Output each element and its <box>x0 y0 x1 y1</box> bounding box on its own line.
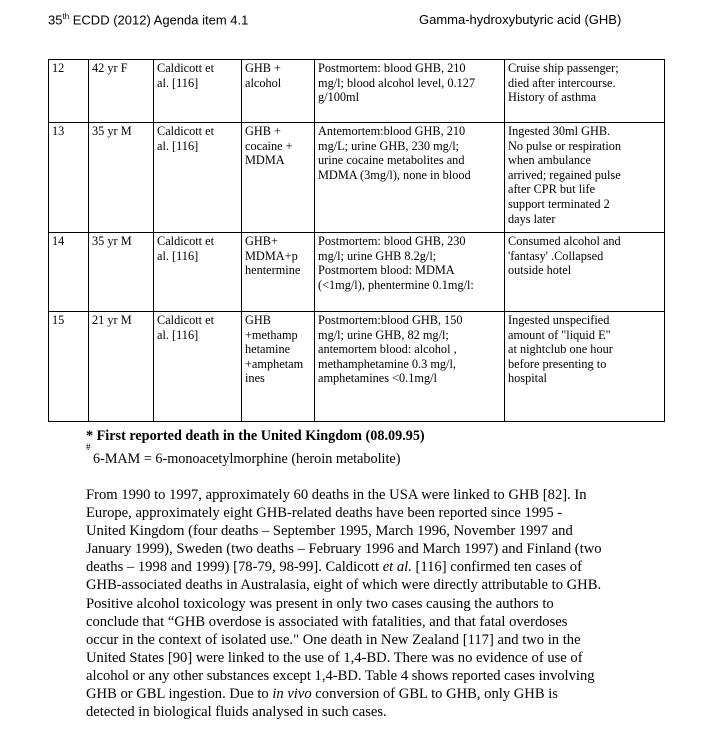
paragraph-line: Europe, approximately eight GHB-related deaths have been reported since 1995 - <box>86 505 563 522</box>
case-findings-line: urine cocaine metabolites and <box>318 153 465 168</box>
case-findings <box>315 233 505 312</box>
header-agenda-ordinal: th <box>62 12 70 21</box>
case-notes-line: outside hotel <box>508 263 572 278</box>
case-reference <box>154 123 242 233</box>
case-reference-line: Caldicott et <box>157 61 215 75</box>
case-number-line: 13 <box>52 124 65 138</box>
case-substances-line: +amphetam <box>245 356 304 371</box>
paragraph-line: United States [90] were linked to the use of 1,4-BD. There was no evidence of use of <box>86 649 583 666</box>
paragraph-line: January 1999), Sweden (two deaths – February 1996 and March 1997) and Finland (two <box>86 541 602 558</box>
case-age-sex-line: 35 yr M <box>92 234 132 248</box>
case-findings-line: (<1mg/l), phentermine 0.1mg/l: <box>318 277 474 292</box>
case-notes <box>505 123 665 233</box>
case-age-sex-line: 21 yr M <box>92 313 132 327</box>
table-row <box>49 123 665 233</box>
case-findings <box>315 312 505 422</box>
case-reference-line: Caldicott et <box>157 313 215 327</box>
case-notes <box>505 312 665 422</box>
case-notes-line: amount of "liquid E" <box>508 327 611 342</box>
case-table <box>48 59 665 422</box>
case-reference-line: al. [116] <box>157 248 199 263</box>
case-findings-line: mg/L; urine GHB, 230 mg/l; <box>318 138 460 153</box>
case-substances-line: ines <box>245 371 265 386</box>
case-substances-line: GHB+ <box>245 234 278 248</box>
case-notes-line: after CPR but life <box>508 182 596 197</box>
table-row <box>49 312 665 422</box>
footnote-hash-symbol: # <box>86 442 91 452</box>
case-substances-line: MDMA+p <box>245 248 298 263</box>
case-number <box>49 123 89 233</box>
case-findings-line: antemortem blood: alcohol , <box>318 342 457 357</box>
paragraph-line: deaths – 1998 and 1999) [78-79, 98-99]. Caldicott et al. [116] confirmed ten cases of <box>86 559 582 576</box>
case-age-sex-line: 35 yr M <box>92 124 132 138</box>
case-age-sex <box>89 60 154 123</box>
case-substances-line: alcohol <box>245 75 282 90</box>
case-age-sex <box>89 233 154 312</box>
case-notes-line: support terminated 2 <box>508 196 610 211</box>
case-notes-line: days later <box>508 211 556 226</box>
case-substances-line: hentermine <box>245 263 301 278</box>
case-notes-line: Cruise ship passenger; <box>508 61 619 75</box>
case-substances-line: hetamine <box>245 342 291 357</box>
case-findings-line: mg/l; urine GHB, 82 mg/l; <box>318 327 449 342</box>
case-findings-line: Postmortem: blood GHB, 230 <box>318 234 466 248</box>
case-reference <box>154 312 242 422</box>
case-reference-line: Caldicott et <box>157 124 215 138</box>
case-number <box>49 233 89 312</box>
case-notes <box>505 233 665 312</box>
header-agenda-text: ECDD (2012) Agenda item 4.1 <box>69 12 249 28</box>
case-substances <box>242 233 315 312</box>
paragraph-line: detected in biological fluids analysed in such cases. <box>86 704 387 721</box>
paragraph-line: occur in the context of isolated use." One death in New Zealand [117] and two in the <box>86 631 581 648</box>
case-findings-line: amphetamines <0.1mg/l <box>318 371 437 386</box>
case-number-line: 14 <box>52 234 65 248</box>
case-reference-line: al. [116] <box>157 138 199 153</box>
case-table-body <box>49 60 665 422</box>
table-row <box>49 233 665 312</box>
case-findings-line: g/100ml <box>318 90 359 105</box>
case-findings <box>315 60 505 123</box>
case-notes-line: Ingested unspecified <box>508 313 610 327</box>
case-findings-line: mg/l; urine GHB 8.2g/l; <box>318 248 437 263</box>
case-substances <box>242 60 315 123</box>
case-findings <box>315 123 505 233</box>
case-findings-line: Antemortem:blood GHB, 210 <box>318 124 466 138</box>
case-notes-line: arrived; regained pulse <box>508 167 621 182</box>
italic-run: in vivo <box>272 686 312 703</box>
case-findings-line: methamphetamine 0.3 mg/l, <box>318 356 456 371</box>
case-findings-line: Postmortem:blood GHB, 150 <box>318 313 463 327</box>
case-notes-line: at nightclub one hour <box>508 342 613 357</box>
footnote-hash-text: 6-MAM = 6-monoacetylmorphine (heroin metabolite) <box>93 451 401 467</box>
case-substances-line: GHB <box>245 313 271 327</box>
case-substances <box>242 123 315 233</box>
case-number-line: 12 <box>52 61 65 75</box>
case-substances-line: GHB + <box>245 124 281 138</box>
case-reference <box>154 233 242 312</box>
case-findings-line: mg/l; blood alcohol level, 0.127 <box>318 75 476 90</box>
case-reference-line: al. [116] <box>157 327 199 342</box>
case-notes-line: History of asthma <box>508 90 597 105</box>
case-number <box>49 312 89 422</box>
case-notes-line: 'fantasy' .Collapsed <box>508 248 604 263</box>
footnote-star-text: First reported death in the United Kingdom (08.09.95) <box>96 428 425 444</box>
case-age-sex <box>89 312 154 422</box>
case-substances-line: GHB + <box>245 61 281 75</box>
case-substances-line: MDMA <box>245 153 285 168</box>
case-notes-line: before presenting to <box>508 356 607 371</box>
footnote-first-death <box>86 428 425 445</box>
body-paragraph <box>86 486 658 721</box>
table-row <box>49 60 665 123</box>
case-findings-line: MDMA (3mg/l), none in blood <box>318 167 471 182</box>
case-findings-line: Postmortem blood: MDMA <box>318 263 455 278</box>
paragraph-line: GHB or GBL ingestion. Due to in vivo conversion of GBL to GHB, only GHB is <box>86 686 558 703</box>
footnote-star-symbol: * <box>86 428 97 444</box>
case-notes-line: when ambulance <box>508 153 591 168</box>
header-substance-title: Gamma-hydroxybutyric acid (GHB) <box>419 12 622 27</box>
case-notes <box>505 60 665 123</box>
paragraph-line: United Kingdom (four deaths – September 1995, March 1996, November 1997 and <box>86 523 573 540</box>
paragraph-line: alcohol or any other substances except 1,4-BD. Table 4 shows reported cases involving <box>86 667 595 684</box>
case-findings-line: Postmortem: blood GHB, 210 <box>318 61 466 75</box>
paragraph-line: Positive alcohol toxicology was present in only two cases causing the authors to <box>86 595 554 612</box>
case-notes-line: No pulse or respiration <box>508 138 622 153</box>
case-reference-line: al. [116] <box>157 75 199 90</box>
paragraph-line: conclude that “GHB overdose is associated with fatalities, and that fatal overdoses <box>86 613 568 630</box>
case-substances-line: cocaine + <box>245 138 293 153</box>
paragraph-line: From 1990 to 1997, approximately 60 deaths in the USA were linked to GHB [82]. In <box>86 487 587 503</box>
case-notes-line: Consumed alcohol and <box>508 234 621 248</box>
case-number <box>49 60 89 123</box>
case-age-sex <box>89 123 154 233</box>
case-notes-line: hospital <box>508 371 547 386</box>
italic-run: et al. <box>382 559 412 576</box>
header-agenda <box>48 12 248 27</box>
case-number-line: 15 <box>52 313 65 327</box>
case-substances <box>242 312 315 422</box>
case-reference <box>154 60 242 123</box>
case-substances-line: +methamp <box>245 327 298 342</box>
case-age-sex-line: 42 yr F <box>92 61 128 75</box>
case-notes-line: Ingested 30ml GHB. <box>508 124 611 138</box>
case-reference-line: Caldicott et <box>157 234 215 248</box>
case-notes-line: died after intercourse. <box>508 75 616 90</box>
header-agenda-number: 35 <box>48 12 63 28</box>
paragraph-line: GHB-associated deaths in Australasia, eight of which were directly attributable to GHB. <box>86 577 602 594</box>
